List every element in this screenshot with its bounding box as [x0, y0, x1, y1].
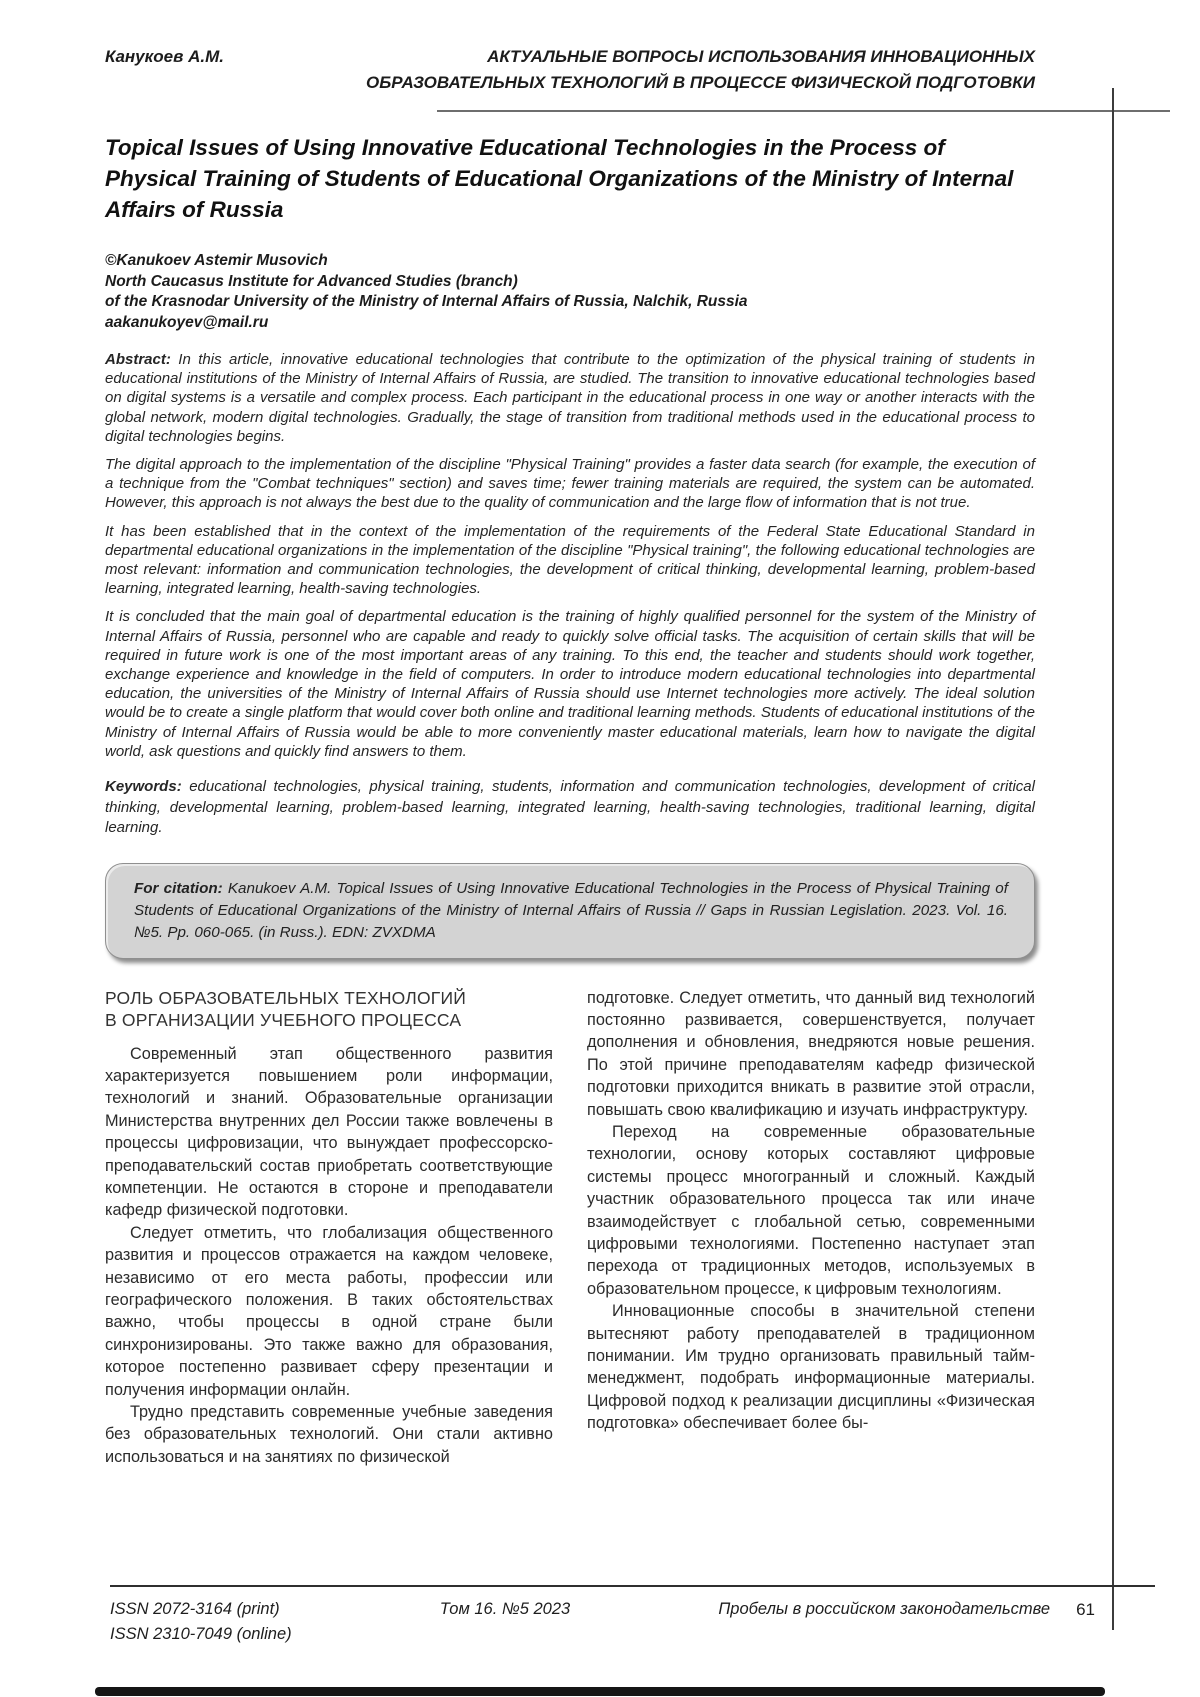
- footer-volume: Том 16. №5 2023: [439, 1600, 571, 1618]
- footer-page-number: 61: [1076, 1600, 1095, 1619]
- author-email: aakanukoyev@mail.ru: [105, 313, 269, 331]
- author-block: [105, 251, 1035, 333]
- abstract-label: Abstract:: [105, 351, 171, 368]
- article-paragraph: подготовке. Следует отметить, что данный вид технологий постоянно развивается, совершенствуется, получает дополнения и обновления, внедряются новые решения. По этой причине преподавателям кафедр физической подготовки приходится вникать в развитие этой отрасли, повышать свою квалификацию и изучать инфраструктуру.: [587, 988, 1035, 1119]
- article-paragraph: Следует отметить, что глобализация общественного развития и процессов отражается на каждом человеке, независимо от его места работы, профессии или географического положения. В таких обстоятельствах важно, чтобы процессы в одной стране были синхронизированы. Это также важно для образования, которое постепенно развивает сферу презентации и получения информации онлайн.: [105, 1223, 553, 1399]
- right-column: [587, 987, 1035, 1469]
- keywords-section: [105, 777, 1035, 839]
- running-head-title-line1: АКТУАЛЬНЫЕ ВОПРОСЫ ИСПОЛЬЗОВАНИЯ ИННОВАЦИОННЫХ: [487, 47, 1035, 66]
- running-head-author: Канукоев А.М.: [105, 47, 224, 66]
- running-head-title-line2: ОБРАЗОВАТЕЛЬНЫХ ТЕХНОЛОГИЙ В ПРОЦЕССЕ ФИЗИЧЕСКОЙ ПОДГОТОВКИ: [365, 73, 1035, 92]
- left-column: [105, 987, 553, 1469]
- section-heading: [105, 987, 553, 1031]
- author-name: ©Kanukoev Astemir Musovich: [105, 252, 328, 269]
- footer-journal-title: Пробелы в российском законодательстве: [718, 1600, 1051, 1618]
- author-affiliation-line1: North Caucasus Institute for Advanced Studies (branch): [105, 272, 518, 290]
- abstract-text: In this article, innovative educational technologies that contribute to the optimization of the physical training of students in educational institutions of the Ministry of Internal Affairs of Russia, are studied. The transition to innovative educational technologies based on digital systems is a versatile and complex process. Each participant in the educational process in one way or another interacts with the global network, modern digital technologies. Gradually, the stage of transition from traditional methods used in the educational process to digital technologies begins.: [105, 351, 1035, 445]
- footer: [110, 1597, 1095, 1647]
- running-head: [105, 0, 1035, 96]
- citation-box: [105, 863, 1035, 959]
- abstract-section: [105, 350, 1035, 761]
- article-title: Topical Issues of Using Innovative Educational Technologies in the Process of Physical Training of Students of Educational Organizations of the Ministry of Internal Affairs of Russia: [105, 135, 1014, 222]
- abstract-paragraph: [105, 350, 1035, 446]
- section-heading-line2: В ОРГАНИЗАЦИИ УЧЕБНОГО ПРОЦЕССА: [105, 1009, 462, 1030]
- running-head-title: [366, 44, 1035, 96]
- article-body: [105, 987, 1035, 1469]
- abstract-paragraph: The digital approach to the implementation of the discipline "Physical Training" provides a faster data search (for example, the execution of a technique from the "Combat techniques" section) and saves time; fewer training materials are required, the system can be automated. However, this approach is not always the best due to the quality of communication and the large flow of information that is not true.: [105, 456, 1035, 512]
- abstract-paragraph: It has been established that in the context of the implementation of the requirements of the Federal State Educational Standard in departmental educational organizations in the implementation of the discipline "Physical training", the following educational technologies are most relevant: information and communication technologies, the development of critical thinking, developmental learning, problem-based learning, integrated learning, health-saving technologies.: [105, 522, 1035, 598]
- article-paragraph: Инновационные способы в значительной степени вытесняют работу преподавателей в традиционном понимании. Им трудно организовать правильный тайм-менеджмент, подобрать информационные материалы. Цифровой подход к реализации дисциплины «Физическая подготовка» обеспечивает более бы-: [587, 1302, 1035, 1433]
- section-heading-line1: РОЛЬ ОБРАЗОВАТЕЛЬНЫХ ТЕХНОЛОГИЙ: [105, 987, 467, 1008]
- abstract-paragraph: It is concluded that the main goal of departmental education is the training of highly qualified personnel for the system of the Ministry of Internal Affairs of Russia, personnel who are capable and ready to quickly solve official tasks. The acquisition of certain skills that will be required in future work is one of the most important areas of any training. To this end, the teacher and students should work together, exchange experience and knowledge in the field of computers. In order to introduce modern educational technologies into departmental education, the universities of the Ministry of Internal Affairs of Russia should use Internet technologies more actively. The ideal solution would be to create a single platform that would cover both online and traditional learning methods. Students of educational institutions of the Ministry of Internal Affairs of Russia would be able to more conveniently master educational materials, learn how to navigate the digital world, ask questions and quickly find answers to them.: [105, 608, 1035, 760]
- right-margin-rule: [1112, 88, 1114, 1630]
- footer-issn-online: ISSN 2310-7049 (online): [110, 1625, 292, 1643]
- article-paragraph: Переход на современные образовательные технологии, основу которых составляют цифровые системы процесс многогранный и сложный. Каждый участник образовательного процесса так или иначе взаимодействует с глобальной сетью, современными цифровыми технологиями. Постепенно наступает этап перехода от традиционных методов, используемых в образовательном процессе, к цифровым технологиям.: [587, 1123, 1035, 1298]
- page-content: [105, 0, 1035, 1468]
- citation-label: For citation:: [134, 879, 223, 897]
- article-paragraph: Трудно представить современные учебные заведения без образовательных технологий. Они стали активно использоваться и на занятиях по физической: [105, 1403, 553, 1466]
- footer-issn: [110, 1597, 292, 1647]
- author-affiliation-line2: of the Krasnodar University of the Ministry of Internal Affairs of Russia, Nalchik, Russia: [105, 293, 748, 310]
- citation-text: Kanukoev A.M. Topical Issues of Using Innovative Educational Technologies in the Process of Physical Training of Students of Educational Organizations of the Ministry of Internal Affairs of Russia // Gaps in Russian Legislation. 2023. Vol. 16. №5. Pp. 060-065. (in Russ.). EDN: ZVXDMA: [134, 879, 1008, 941]
- keywords-label: Keywords:: [105, 778, 182, 796]
- article-paragraph: Современный этап общественного развития характеризуется повышением роли информации, технологий и знаний. Образовательные организации Министерства внутренних дел России также вовлечены в процессы цифровизации, что вынуждает профессорско-преподавательский состав приобретать соответствующие компетенции. Не остаются в стороне и преподаватели кафедр физической подготовки.: [105, 1044, 553, 1220]
- footer-issn-print: ISSN 2072-3164 (print): [110, 1600, 280, 1618]
- keywords-text: educational technologies, physical training, students, information and communication technologies, development of critical thinking, developmental learning, problem-based learning, integrated learning, health-saving technologies, traditional learning, digital learning.: [105, 778, 1035, 837]
- footer-rule: [110, 1585, 1155, 1587]
- page-bottom-strip: [95, 1687, 1105, 1696]
- footer-journal-block: [718, 1597, 1095, 1622]
